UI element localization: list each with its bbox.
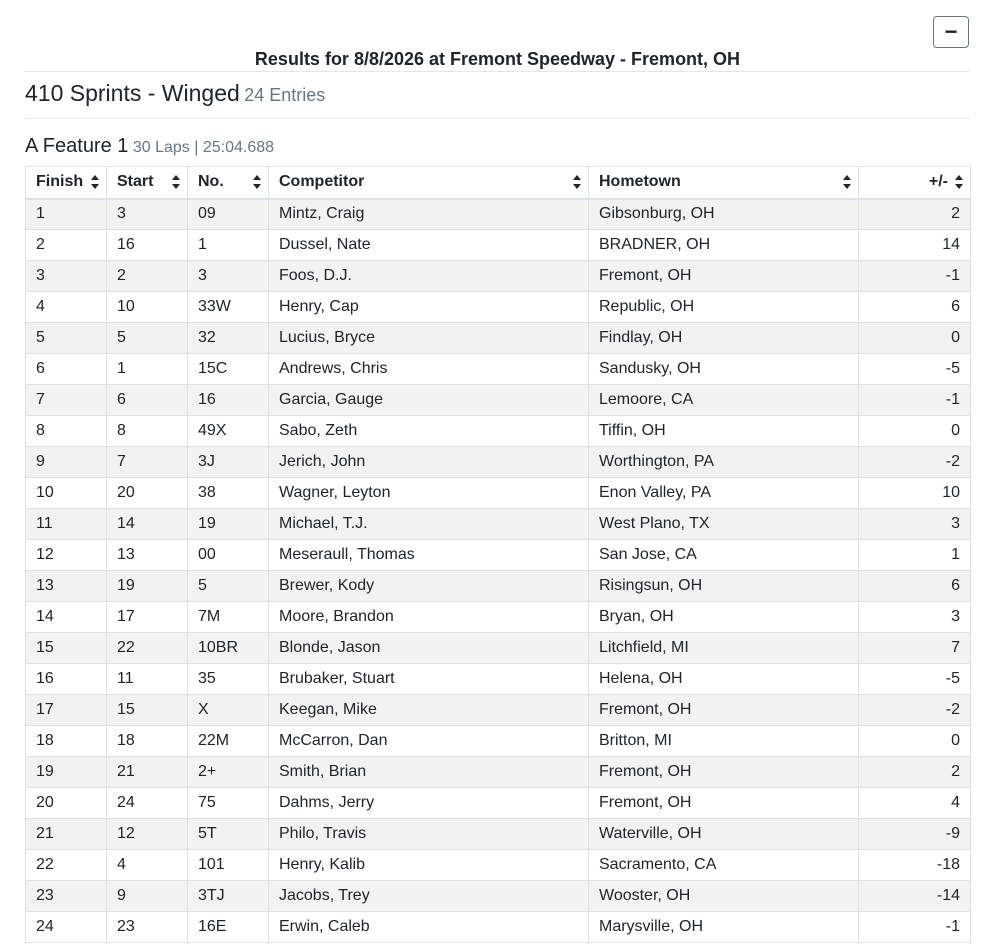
- finish-cell: 4: [26, 292, 107, 323]
- finish-cell: 7: [26, 385, 107, 416]
- competitor-cell: Brubaker, Stuart: [269, 664, 589, 695]
- table-row: [26, 354, 971, 385]
- finish-cell: 10: [26, 478, 107, 509]
- plus-minus-cell: 3: [859, 602, 971, 633]
- class-header: [25, 80, 325, 107]
- hometown-cell: BRADNER, OH: [589, 230, 859, 261]
- start-cell: 17: [107, 602, 188, 633]
- number-cell: 32: [188, 323, 269, 354]
- plus-minus-cell: -1: [859, 385, 971, 416]
- table-row: [26, 323, 971, 354]
- number-cell: 33W: [188, 292, 269, 323]
- finish-cell: 19: [26, 757, 107, 788]
- start-cell: 15: [107, 695, 188, 726]
- finish-cell: 20: [26, 788, 107, 819]
- number-cell: 3J: [188, 447, 269, 478]
- finish-cell: 14: [26, 602, 107, 633]
- competitor-cell: Wagner, Leyton: [269, 478, 589, 509]
- plus-minus-cell: -1: [859, 912, 971, 943]
- hometown-cell: Lemoore, CA: [589, 385, 859, 416]
- hometown-cell: Wooster, OH: [589, 881, 859, 912]
- competitor-cell: Lucius, Bryce: [269, 323, 589, 354]
- table-row: [26, 881, 971, 912]
- table-row: [26, 695, 971, 726]
- competitor-cell: Mintz, Craig: [269, 199, 589, 230]
- finish-cell: 12: [26, 540, 107, 571]
- plus-minus-cell: -9: [859, 819, 971, 850]
- class-entries: 24 Entries: [244, 85, 326, 105]
- table-header-row: [26, 167, 971, 199]
- competitor-cell: Smith, Brian: [269, 757, 589, 788]
- competitor-cell: Garcia, Gauge: [269, 385, 589, 416]
- number-cell: 09: [188, 199, 269, 230]
- table-row: [26, 788, 971, 819]
- sort-icon: [954, 174, 964, 190]
- number-cell: 15C: [188, 354, 269, 385]
- number-cell: 3TJ: [188, 881, 269, 912]
- hometown-cell: Fremont, OH: [589, 757, 859, 788]
- table-row: [26, 230, 971, 261]
- table-row: [26, 850, 971, 881]
- number-cell: 1: [188, 230, 269, 261]
- hometown-cell: Enon Valley, PA: [589, 478, 859, 509]
- competitor-cell: Meseraull, Thomas: [269, 540, 589, 571]
- start-cell: 3: [107, 199, 188, 230]
- number-cell: 49X: [188, 416, 269, 447]
- table-row: [26, 757, 971, 788]
- start-cell: 21: [107, 757, 188, 788]
- finish-cell: 13: [26, 571, 107, 602]
- competitor-cell: Dussel, Nate: [269, 230, 589, 261]
- plus-minus-cell: 0: [859, 416, 971, 447]
- start-cell: 10: [107, 292, 188, 323]
- start-cell: 1: [107, 354, 188, 385]
- hometown-cell: Republic, OH: [589, 292, 859, 323]
- competitor-cell: Moore, Brandon: [269, 602, 589, 633]
- number-cell: 75: [188, 788, 269, 819]
- start-cell: 6: [107, 385, 188, 416]
- plus-minus-cell: 4: [859, 788, 971, 819]
- number-cell: 7M: [188, 602, 269, 633]
- competitor-cell: Keegan, Mike: [269, 695, 589, 726]
- start-cell: 23: [107, 912, 188, 943]
- start-cell: 9: [107, 881, 188, 912]
- sort-icon: [572, 174, 582, 190]
- competitor-cell: Blonde, Jason: [269, 633, 589, 664]
- plus-minus-cell: 1: [859, 540, 971, 571]
- sort-icon: [842, 174, 852, 190]
- hometown-cell: San Jose, CA: [589, 540, 859, 571]
- feature-header: [25, 135, 274, 158]
- hometown-cell: Fremont, OH: [589, 261, 859, 292]
- competitor-cell: Dahms, Jerry: [269, 788, 589, 819]
- finish-cell: 24: [26, 912, 107, 943]
- plus-minus-cell: 2: [859, 199, 971, 230]
- number-cell: 16E: [188, 912, 269, 943]
- competitor-cell: Brewer, Kody: [269, 571, 589, 602]
- hometown-cell: Waterville, OH: [589, 819, 859, 850]
- feature-meta: 30 Laps | 25:04.688: [132, 139, 275, 156]
- competitor-cell: Sabo, Zeth: [269, 416, 589, 447]
- plus-minus-cell: -2: [859, 447, 971, 478]
- table-row: [26, 726, 971, 757]
- start-cell: 19: [107, 571, 188, 602]
- number-cell: 5T: [188, 819, 269, 850]
- hometown-cell: Fremont, OH: [589, 695, 859, 726]
- start-cell: 7: [107, 447, 188, 478]
- plus-minus-cell: 6: [859, 571, 971, 602]
- feature-name: A Feature 1: [25, 135, 129, 157]
- competitor-cell: Erwin, Caleb: [269, 912, 589, 943]
- hometown-cell: Litchfield, MI: [589, 633, 859, 664]
- number-cell: 19: [188, 509, 269, 540]
- results-table-body: [26, 199, 971, 943]
- plus-minus-cell: 7: [859, 633, 971, 664]
- column-header-number[interactable]: No.: [188, 167, 269, 199]
- hometown-cell: Bryan, OH: [589, 602, 859, 633]
- number-cell: 5: [188, 571, 269, 602]
- hometown-cell: Britton, MI: [589, 726, 859, 757]
- finish-cell: 17: [26, 695, 107, 726]
- start-cell: 18: [107, 726, 188, 757]
- table-row: [26, 540, 971, 571]
- plus-minus-cell: -14: [859, 881, 971, 912]
- class-name: 410 Sprints - Winged: [25, 80, 240, 106]
- hometown-cell: Fremont, OH: [589, 788, 859, 819]
- column-header-start[interactable]: Start: [107, 167, 188, 199]
- finish-cell: 11: [26, 509, 107, 540]
- results-table: [25, 166, 971, 943]
- hometown-cell: Sacramento, CA: [589, 850, 859, 881]
- plus-minus-cell: 2: [859, 757, 971, 788]
- competitor-cell: Henry, Kalib: [269, 850, 589, 881]
- plus-minus-cell: -1: [859, 261, 971, 292]
- finish-cell: 21: [26, 819, 107, 850]
- hometown-cell: Risingsun, OH: [589, 571, 859, 602]
- finish-cell: 6: [26, 354, 107, 385]
- number-cell: 00: [188, 540, 269, 571]
- number-cell: 16: [188, 385, 269, 416]
- finish-cell: 18: [26, 726, 107, 757]
- start-cell: 22: [107, 633, 188, 664]
- start-cell: 13: [107, 540, 188, 571]
- divider: [25, 118, 970, 119]
- table-row: [26, 261, 971, 292]
- finish-cell: 9: [26, 447, 107, 478]
- start-cell: 20: [107, 478, 188, 509]
- plus-minus-cell: 0: [859, 323, 971, 354]
- number-cell: 38: [188, 478, 269, 509]
- competitor-cell: Foos, D.J.: [269, 261, 589, 292]
- plus-minus-cell: -5: [859, 354, 971, 385]
- collapse-button[interactable]: [933, 16, 969, 48]
- table-row: [26, 912, 971, 943]
- table-row: [26, 664, 971, 695]
- sort-icon: [252, 174, 262, 190]
- finish-cell: 1: [26, 199, 107, 230]
- table-row: [26, 199, 971, 230]
- table-row: [26, 633, 971, 664]
- table-row: [26, 509, 971, 540]
- start-cell: 5: [107, 323, 188, 354]
- start-cell: 16: [107, 230, 188, 261]
- minus-icon: −: [944, 19, 958, 44]
- table-row: [26, 292, 971, 323]
- plus-minus-cell: 10: [859, 478, 971, 509]
- hometown-cell: Marysville, OH: [589, 912, 859, 943]
- plus-minus-cell: 14: [859, 230, 971, 261]
- hometown-cell: Sandusky, OH: [589, 354, 859, 385]
- hometown-cell: Gibsonburg, OH: [589, 199, 859, 230]
- plus-minus-cell: -18: [859, 850, 971, 881]
- results-title: Results for 8/8/2026 at Fremont Speedway - Fremont, OH: [254, 49, 741, 69]
- number-cell: 2+: [188, 757, 269, 788]
- start-cell: 11: [107, 664, 188, 695]
- competitor-cell: Henry, Cap: [269, 292, 589, 323]
- start-cell: 4: [107, 850, 188, 881]
- finish-cell: 3: [26, 261, 107, 292]
- finish-cell: 8: [26, 416, 107, 447]
- number-cell: 22M: [188, 726, 269, 757]
- hometown-cell: Findlay, OH: [589, 323, 859, 354]
- finish-cell: 5: [26, 323, 107, 354]
- column-header-plus-minus[interactable]: +/-: [859, 167, 971, 199]
- hometown-cell: Tiffin, OH: [589, 416, 859, 447]
- hometown-cell: West Plano, TX: [589, 509, 859, 540]
- competitor-cell: Michael, T.J.: [269, 509, 589, 540]
- column-header-finish[interactable]: Finish: [26, 167, 107, 199]
- number-cell: 101: [188, 850, 269, 881]
- table-row: [26, 602, 971, 633]
- finish-cell: 23: [26, 881, 107, 912]
- table-row: [26, 416, 971, 447]
- finish-cell: 22: [26, 850, 107, 881]
- plus-minus-cell: 0: [859, 726, 971, 757]
- plus-minus-cell: 3: [859, 509, 971, 540]
- table-row: [26, 571, 971, 602]
- column-header-hometown[interactable]: Hometown: [589, 167, 859, 199]
- start-cell: 2: [107, 261, 188, 292]
- start-cell: 24: [107, 788, 188, 819]
- column-header-competitor[interactable]: Competitor: [269, 167, 589, 199]
- table-row: [26, 819, 971, 850]
- divider: [25, 71, 970, 72]
- start-cell: 8: [107, 416, 188, 447]
- table-row: [26, 478, 971, 509]
- number-cell: 35: [188, 664, 269, 695]
- competitor-cell: Jerich, John: [269, 447, 589, 478]
- competitor-cell: Philo, Travis: [269, 819, 589, 850]
- hometown-cell: Helena, OH: [589, 664, 859, 695]
- start-cell: 12: [107, 819, 188, 850]
- hometown-cell: Worthington, PA: [589, 447, 859, 478]
- finish-cell: 16: [26, 664, 107, 695]
- number-cell: X: [188, 695, 269, 726]
- plus-minus-cell: 6: [859, 292, 971, 323]
- competitor-cell: Andrews, Chris: [269, 354, 589, 385]
- sort-icon: [171, 174, 181, 190]
- finish-cell: 2: [26, 230, 107, 261]
- competitor-cell: Jacobs, Trey: [269, 881, 589, 912]
- number-cell: 10BR: [188, 633, 269, 664]
- number-cell: 3: [188, 261, 269, 292]
- table-row: [26, 447, 971, 478]
- plus-minus-cell: -2: [859, 695, 971, 726]
- sort-icon: [90, 174, 100, 190]
- plus-minus-cell: -5: [859, 664, 971, 695]
- finish-cell: 15: [26, 633, 107, 664]
- competitor-cell: McCarron, Dan: [269, 726, 589, 757]
- table-row: [26, 385, 971, 416]
- start-cell: 14: [107, 509, 188, 540]
